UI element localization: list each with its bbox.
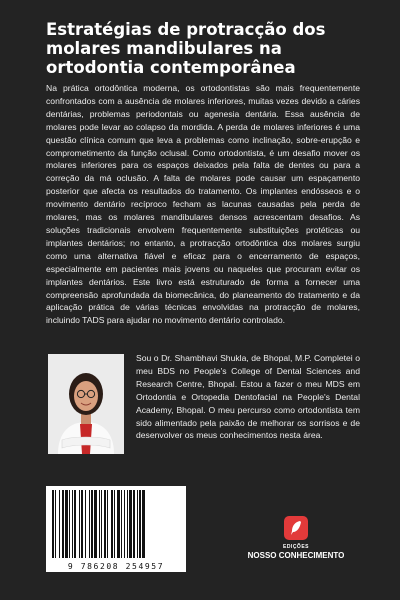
barcode-bar bbox=[99, 490, 100, 558]
barcode-bar bbox=[74, 490, 76, 558]
author-photo bbox=[48, 354, 124, 454]
publisher-logo bbox=[246, 516, 346, 560]
barcode-bar bbox=[129, 490, 132, 558]
barcode-bar bbox=[111, 490, 113, 558]
barcode-bar bbox=[124, 490, 125, 558]
isbn-barcode bbox=[46, 486, 186, 572]
barcode-bar bbox=[114, 490, 115, 558]
book-title: Estratégias de protracção dos molares mandibulares na ortodontia contemporânea bbox=[46, 20, 326, 77]
barcode-bar bbox=[104, 490, 106, 558]
barcode-bar bbox=[117, 490, 120, 558]
publisher-name: NOSSO CONHECIMENTO bbox=[247, 551, 345, 560]
barcode-bar bbox=[107, 490, 108, 558]
barcode-bar bbox=[85, 490, 86, 558]
barcode-bar bbox=[133, 490, 135, 558]
barcode-bar bbox=[65, 490, 68, 558]
barcode-bar bbox=[91, 490, 93, 558]
barcode-bar bbox=[62, 490, 64, 558]
barcode-bar bbox=[69, 490, 70, 558]
book-description: Na prática ortodôntica moderna, os ortodontistas são mais frequentemente confrontados com a ausência de molares inferiores, muitas vezes devido a cáries dentárias, problemas periodontais ou agenesia dentária. Essa ausência de molares pode levar ao colapso da mordida. A perda de molares inferiores é uma questão clínica comum que leva a problemas como inclinação, sobre-erupção e comprometimento da função oclusal. Como ortodontista, é um desafio mover os molares inferiores para os espaços deixados pela falta de dentes ou para a correção da má oclusão. A falta de molares pode causar um espaçamento posterior que afecta os resultados do tratamento. Os implantes endósseos e o movimento dentário recíproco fecham as lacunas causadas pela perda de molares, mas os molares mandibulares densos acrescentam desafios. As soluções tradicionais envolvem frequentemente substituições protéticas ou implantes dentários; no entanto, a protracção ortodôntica dos molares surgiu como uma alternativa fiável e eficaz para o encerramento de espaços, especialmente em pacientes mais jovens ou naqueles que procuram evitar os implantes dentários. Este livro está estruturado de forma a fornecer uma compreensão aprofundada da biomecânica, do planeamento do tratamento e da aplicação prática de várias técnicas envolvidas na protracção de molares, incluindo TADS para ajudar no movimento dentário controlado. bbox=[46, 83, 360, 326]
barcode-bar bbox=[52, 490, 54, 558]
quill-icon bbox=[284, 516, 308, 540]
publisher-label: EDIÇÕES bbox=[282, 544, 309, 550]
barcode-bar bbox=[121, 490, 122, 558]
barcode-bars bbox=[50, 490, 182, 560]
isbn-number: 9 786208 254957 bbox=[67, 562, 165, 571]
author-portrait-image bbox=[48, 354, 124, 454]
barcode-bar bbox=[127, 490, 128, 558]
barcode-bar bbox=[79, 490, 80, 558]
barcode-bar bbox=[101, 490, 102, 558]
barcode-bar bbox=[89, 490, 90, 558]
author-bio: Sou o Dr. Shambhavi Shukla, de Bhopal, M.P. Completei o meu BDS no People's College of Dental Sciences and Research Centre, Bhopal. Estou a fazer o meu MDS em Ortodontia e Ortopedia Dentofacial na People's Dental Academy, Bhopal. O meu percurso como ortodontista tem sido alimentado pela paixão de melhorar os sorrisos e de desenvolver os meus conhecimentos nesta área. bbox=[136, 353, 360, 441]
barcode-bar bbox=[142, 490, 145, 558]
barcode-bar bbox=[139, 490, 141, 558]
barcode-bar bbox=[81, 490, 83, 558]
barcode-bar bbox=[94, 490, 97, 558]
barcode-bar bbox=[137, 490, 138, 558]
barcode-bar bbox=[72, 490, 73, 558]
barcode-bar bbox=[59, 490, 60, 558]
barcode-bar bbox=[55, 490, 56, 558]
